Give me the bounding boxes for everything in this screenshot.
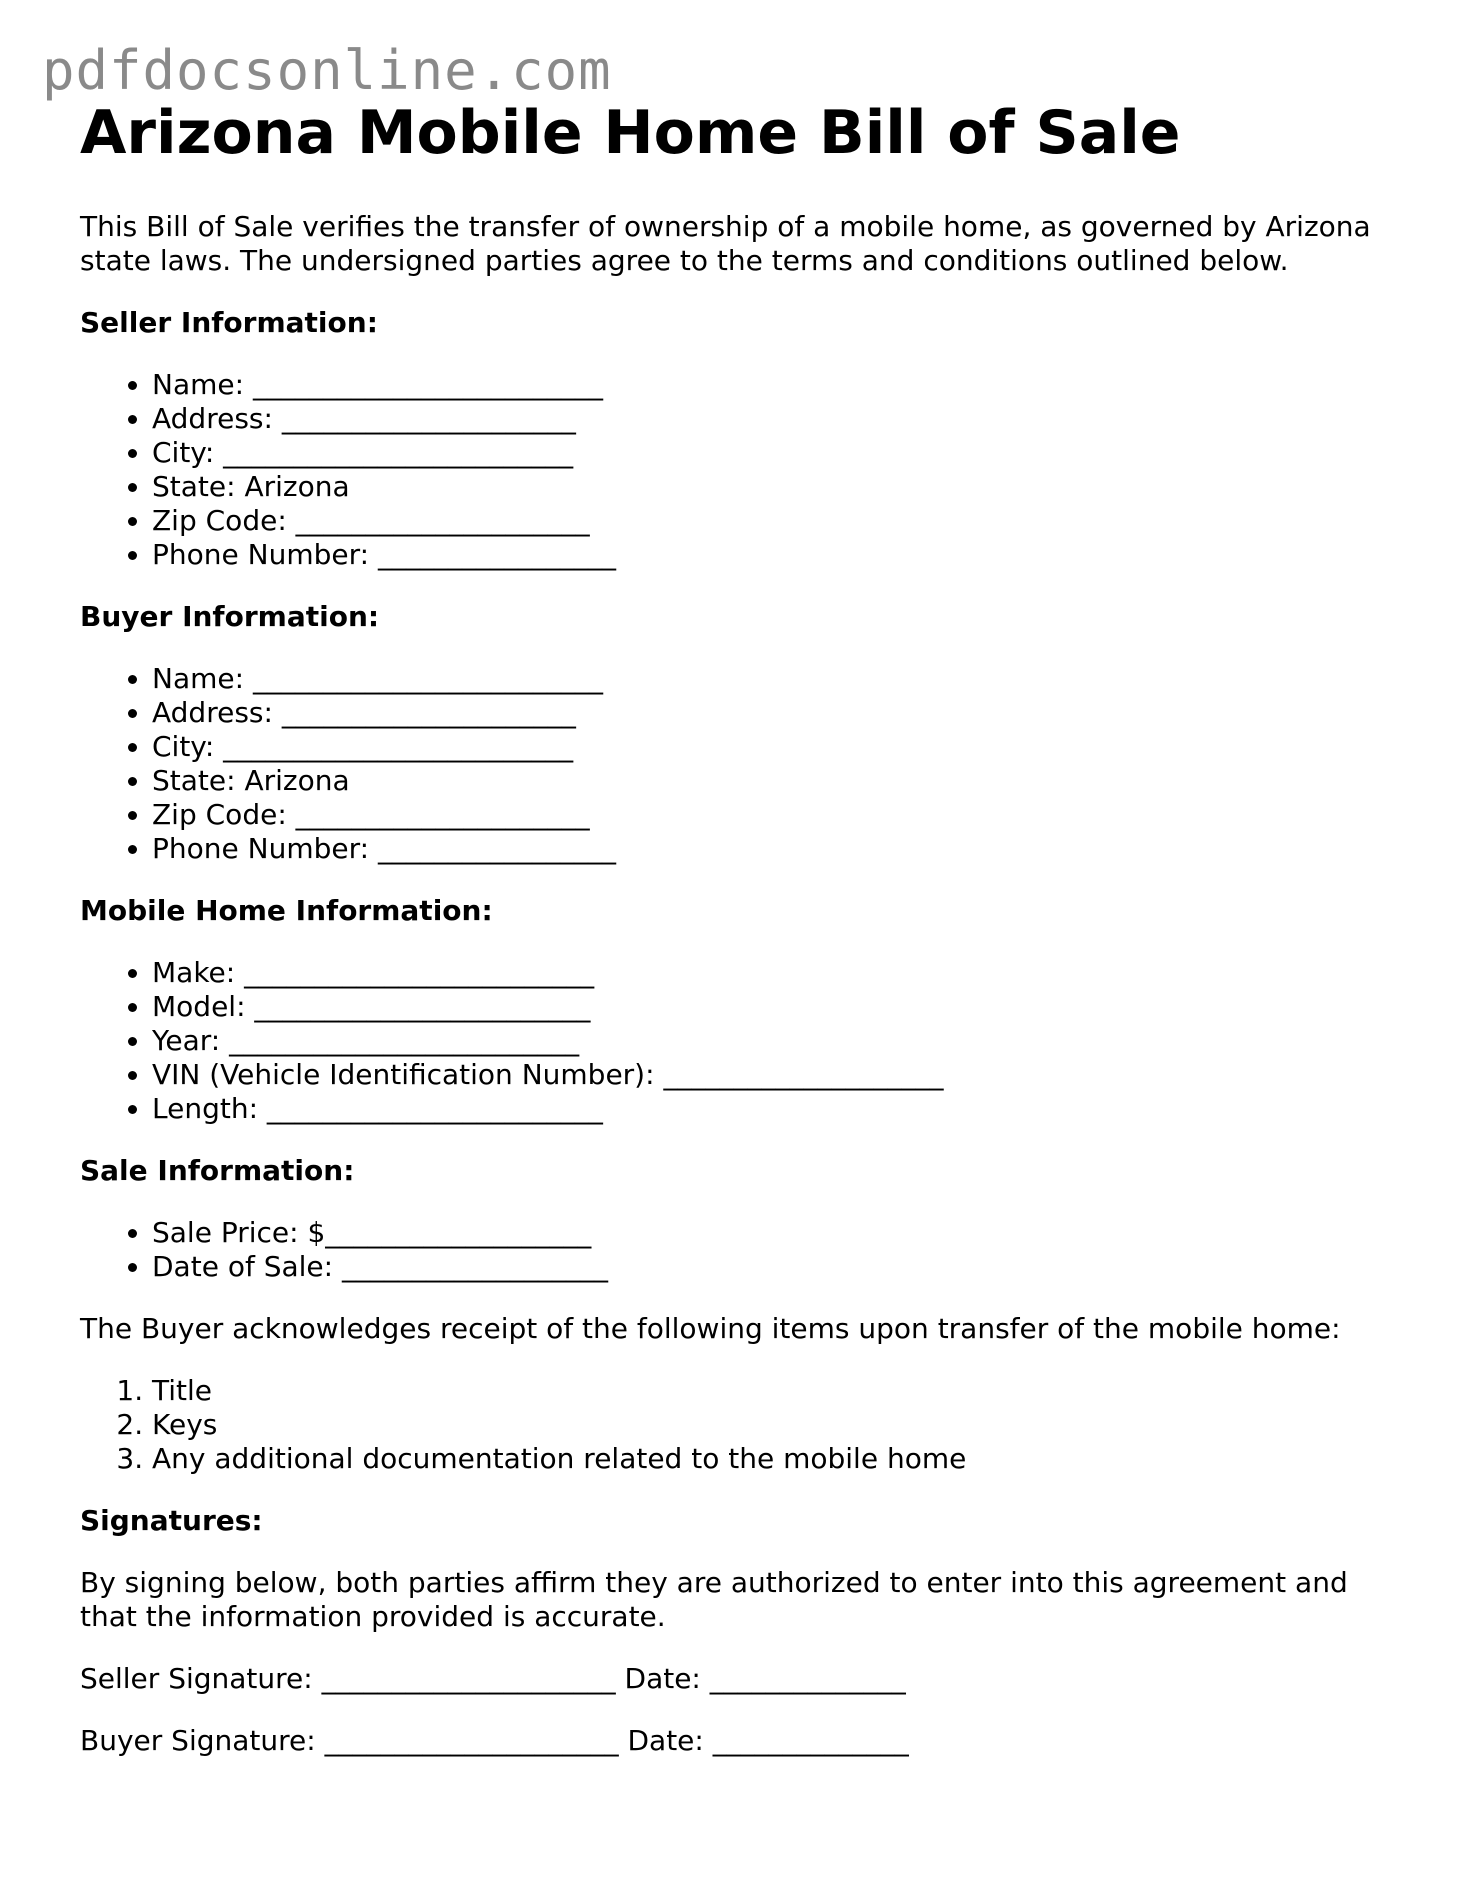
seller-state-field: • State: Arizona xyxy=(152,470,1400,504)
signatures-heading: Signatures: xyxy=(80,1504,263,1537)
sale-fields xyxy=(80,1216,1400,1284)
make-field[interactable]: • Make: _________________________ xyxy=(152,956,1400,990)
receipt-item-documentation: 3. Any additional documentation related to the mobile home xyxy=(152,1442,1400,1476)
seller-city-field[interactable]: • City: _________________________ xyxy=(152,436,1400,470)
buyer-state-field: • State: Arizona xyxy=(152,764,1400,798)
seller-address-field[interactable]: • Address: _____________________ xyxy=(152,402,1400,436)
seller-name-field[interactable]: • Name: _________________________ xyxy=(152,368,1400,402)
receipt-item-keys: 2. Keys xyxy=(152,1408,1400,1442)
buyer-heading: Buyer Information: xyxy=(80,600,380,633)
buyer-fields xyxy=(80,662,1400,866)
sale-price-field[interactable]: • Sale Price: $___________________ xyxy=(152,1216,1400,1250)
buyer-address-field[interactable]: • Address: _____________________ xyxy=(152,696,1400,730)
receipt-items xyxy=(80,1374,1400,1476)
buyer-phone-field[interactable]: • Phone Number: _________________ xyxy=(152,832,1400,866)
seller-zip-field[interactable]: • Zip Code: _____________________ xyxy=(152,504,1400,538)
seller-heading: Seller Information: xyxy=(80,306,378,339)
seller-fields xyxy=(80,368,1400,572)
signatures-text: By signing below, both parties affirm they are authorized to enter into this agreement and that the information provided is accurate. xyxy=(80,1566,1348,1633)
buyer-city-field[interactable]: • City: _________________________ xyxy=(152,730,1400,764)
page-title: Arizona Mobile Home Bill of Sale xyxy=(80,98,1181,168)
receipt-item-title: 1. Title xyxy=(152,1374,1400,1408)
length-field[interactable]: • Length: ________________________ xyxy=(152,1092,1400,1126)
buyer-name-field[interactable]: • Name: _________________________ xyxy=(152,662,1400,696)
model-field[interactable]: • Model: ________________________ xyxy=(152,990,1400,1024)
intro-paragraph: This Bill of Sale verifies the transfer of ownership of a mobile home, as governed by Arizona state laws. The undersigned parties agree to the terms and conditions outlined below. xyxy=(80,210,1371,277)
seller-signature-line[interactable]: Seller Signature: _____________________ Date: ______________ xyxy=(80,1662,906,1695)
watermark: pdfdocsonline.com xyxy=(42,39,612,102)
vin-field[interactable]: • VIN (Vehicle Identification Number): ____________________ xyxy=(152,1058,1400,1092)
buyer-signature-line[interactable]: Buyer Signature: _____________________ Date: ______________ xyxy=(80,1724,909,1757)
receipt-text: The Buyer acknowledges receipt of the following items upon transfer of the mobile home: xyxy=(80,1312,1341,1345)
buyer-zip-field[interactable]: • Zip Code: _____________________ xyxy=(152,798,1400,832)
year-field[interactable]: • Year: _________________________ xyxy=(152,1024,1400,1058)
date-of-sale-field[interactable]: • Date of Sale: ___________________ xyxy=(152,1250,1400,1284)
sale-heading: Sale Information: xyxy=(80,1154,355,1187)
document-body xyxy=(80,100,1400,1758)
mobile-home-heading: Mobile Home Information: xyxy=(80,894,493,927)
seller-phone-field[interactable]: • Phone Number: _________________ xyxy=(152,538,1400,572)
mobile-home-fields xyxy=(80,956,1400,1126)
